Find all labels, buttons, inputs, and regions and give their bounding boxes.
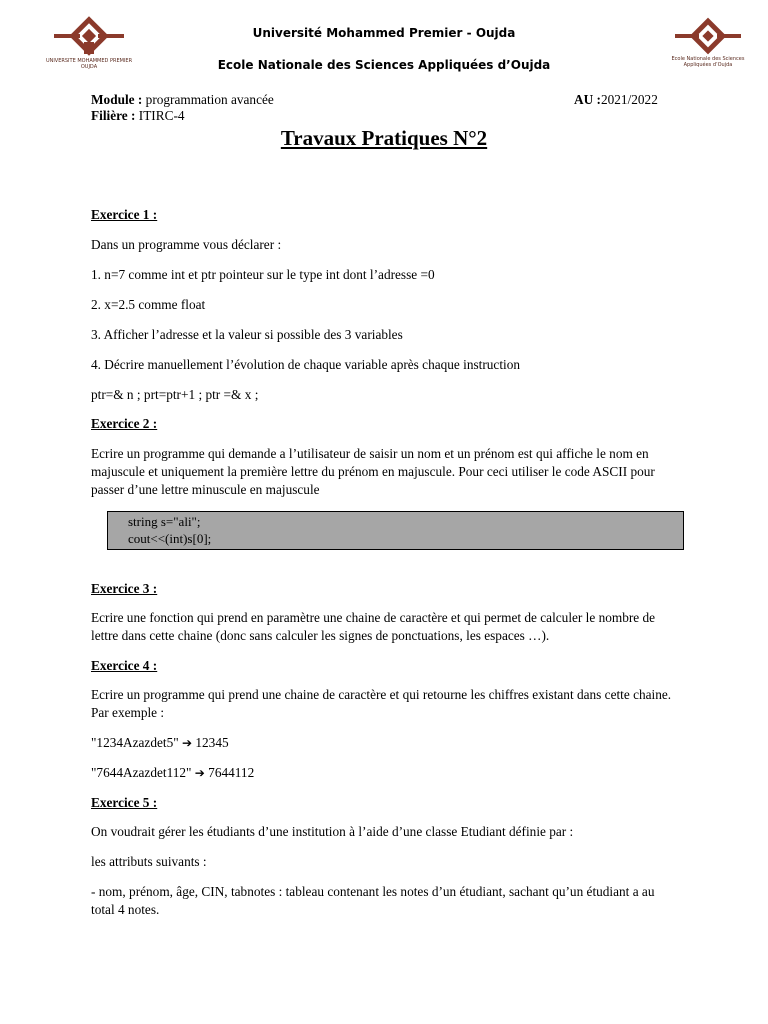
exercise-1-heading: Exercice 1 : — [91, 207, 158, 222]
filiere-label: Filière : — [91, 108, 136, 123]
au-label: AU : — [574, 92, 601, 107]
filiere-line — [91, 108, 185, 124]
example-output: 7644112 — [204, 765, 255, 780]
code-line: cout<<(int)s[0]; — [128, 531, 212, 546]
exercise-1-intro: Dans un programme vous déclarer : — [91, 237, 282, 252]
example-output: 12345 — [192, 735, 229, 750]
exercise-4-heading: Exercice 4 : — [91, 658, 158, 673]
arrow-right-icon: ➔ — [194, 766, 205, 780]
exercise-2-text: Ecrire un programme qui demande a l’utilisateur de saisir un nom et un prénom est qui affiche le nom en majuscule et uniquement la première lettre du prénom en majuscule. Pour ceci utiliser le code ASCII pour passer d’une lettre minuscule en majuscule — [91, 446, 655, 497]
exercise-4-example-b — [91, 764, 681, 782]
exercise-2-heading: Exercice 2 : — [91, 416, 158, 431]
code-block — [107, 511, 684, 550]
arrow-right-icon: ➔ — [181, 736, 193, 750]
module-line — [91, 92, 274, 108]
exercise-1-item: 1. n=7 comme int et ptr pointeur sur le type int dont l’adresse =0 — [91, 267, 435, 282]
exercise-4-example-a — [91, 734, 681, 752]
academic-year — [574, 92, 658, 108]
exercise-1-item: 2. x=2.5 comme float — [91, 297, 206, 312]
code-line: string s="ali"; — [128, 514, 201, 529]
university-name: Université Mohammed Premier - Oujda — [252, 26, 516, 40]
exercise-1-item: 3. Afficher l’adresse et la valeur si possible des 3 variables — [91, 327, 403, 342]
filiere-value: ITIRC-4 — [135, 108, 185, 123]
module-label: Module : — [91, 92, 143, 107]
exercise-1-code: ptr=& n ; prt=ptr+1 ; ptr =& x ; — [91, 387, 259, 402]
example-input: "7644Azazdet112" — [91, 765, 195, 780]
module-value: programmation avancée — [142, 92, 274, 107]
example-input: "1234Azazdet5" — [91, 735, 182, 750]
exercise-5-heading: Exercice 5 : — [91, 795, 158, 810]
exercise-3-text: Ecrire une fonction qui prend en paramètre une chaine de caractère et qui permet de calculer le nombre de lettre dans cette chaine (donc sans calculer les signes de ponctuations, les espaces …). — [91, 610, 656, 643]
au-value: 2021/2022 — [600, 92, 658, 107]
exercise-3-heading: Exercice 3 : — [91, 581, 158, 596]
exercise-5-list: - nom, prénom, âge, CIN, tabnotes : tableau contenant les notes d’un étudiant, sachant qu’un étudiant a au total 4 notes. — [91, 884, 655, 917]
school-name: Ecole Nationale des Sciences Appliquées d’Oujda — [217, 58, 551, 72]
page-title: Travaux Pratiques N°2 — [280, 126, 488, 150]
right-logo-caption: Ecole Nationale des Sciences Appliquées d’Oujda — [671, 56, 745, 68]
exercise-1-item: 4. Décrire manuellement l’évolution de chaque variable après chaque instruction — [91, 357, 521, 372]
exercise-5-attrs: les attributs suivants : — [91, 854, 207, 869]
exercise-5-intro: On voudrait gérer les étudiants d’une institution à l’aide d’une classe Etudiant définie par : — [91, 824, 574, 839]
ensa-logo-icon — [663, 14, 753, 84]
left-logo-caption: UNIVERSITE MOHAMMED PREMIER OUJDA — [45, 58, 133, 70]
exercise-4-text: Ecrire un programme qui prend une chaine de caractère et qui retourne les chiffres existant dans cette chaine. Par exemple : — [91, 687, 672, 720]
